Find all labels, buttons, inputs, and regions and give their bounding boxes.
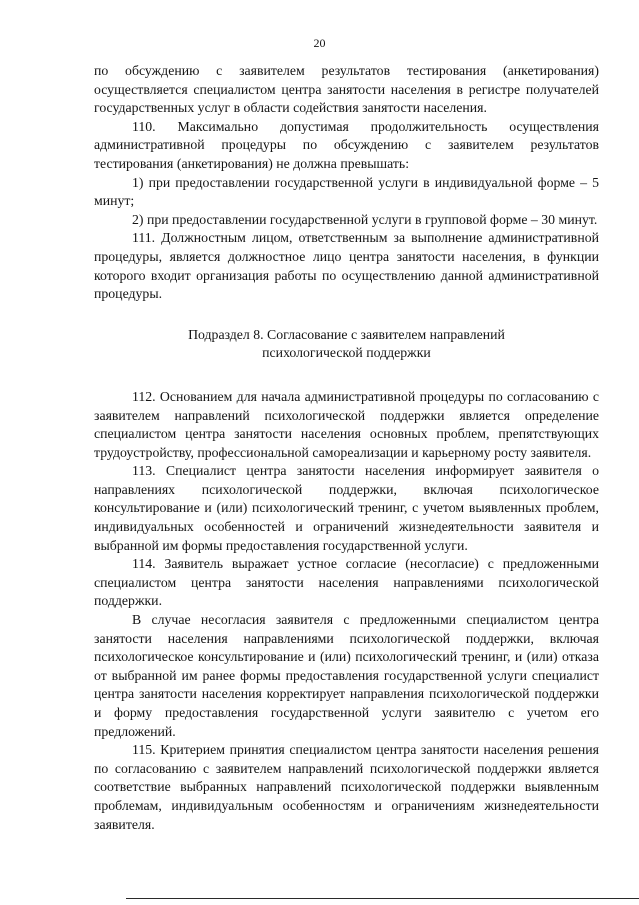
paragraph-110-item-1: 1) при предоставлении государственной услуги в индивидуальной форме – 5 минут; [94,174,599,209]
section-heading [94,326,599,363]
paragraph-115: 115. Критерием принятия специалистом центра занятости населения решения по согласованию с заявителем направлений психологической поддержки является соответствие выбранных направлений психологической поддержки выявленным проблемам, индивидуальным особенностям и ограничениям жизнедеятельности заявителя. [94,742,599,832]
paragraph-114: 114. Заявитель выражает устное согласие (несогласие) с предложенными специалистом центра занятости населения направлениями психологической поддержки. [94,556,599,609]
paragraph-110-item-2: 2) при предоставлении государственной услуги в групповой форме – 30 минут. [132,211,598,227]
paragraph-113: 113. Специалист центра занятости населения информирует заявителя о направлениях психологической поддержки, включая психологическое консультирование и (или) психологический тренинг, с учетом выявленных проблем, индивидуальных особенностей и ограничений жизнедеятельности заявителя и выбранной им формы предоставления государственной услуги. [94,463,599,553]
page-number: 20 [313,36,326,50]
paragraph-112: 112. Основанием для начала административной процедуры по согласованию с заявителем направлений психологической поддержки является определение специалистом центра занятости населения основных проблем, препятствующих трудоустройству, профессиональной самореализации и карьерному росту заявителя. [94,388,599,460]
page-bottom-rule [126,898,639,899]
document-body [94,62,599,834]
paragraph-110: 110. Максимально допустимая продолжительность осуществления административной процедуры по обсуждению с заявителем результатов тестирования (анкетирования) не должна превышать: [94,118,599,171]
section-heading-line-1: Подраздел 8. Согласование с заявителем направлений [188,326,505,342]
paragraph-114-disagreement: В случае несогласия заявителя с предложенными специалистом центра занятости населения направлениями психологической поддержки, включая психологическое консультирование и (или) психологический тренинг, и (или) отказа от выбранной им ранее формы предоставления государственной услуги специалист центра занятости населения корректирует направления психологической поддержки и форму предоставления государственной услуги заявителю с учетом его предложений. [94,612,599,739]
paragraph-111: 111. Должностным лицом, ответственным за выполнение административной процедуры, является должностное лицо центра занятости населения, в функции которого входит организация работы по осуществлению данной административной процедуры. [94,230,599,302]
paragraph-continuation: по обсуждению с заявителем результатов тестирования (анкетирования) осуществляется специалистом центра занятости населения в регистре получателей государственных услуг в области содействия занятости населения. [94,63,599,116]
section-heading-line-2: психологической поддержки [262,345,431,361]
